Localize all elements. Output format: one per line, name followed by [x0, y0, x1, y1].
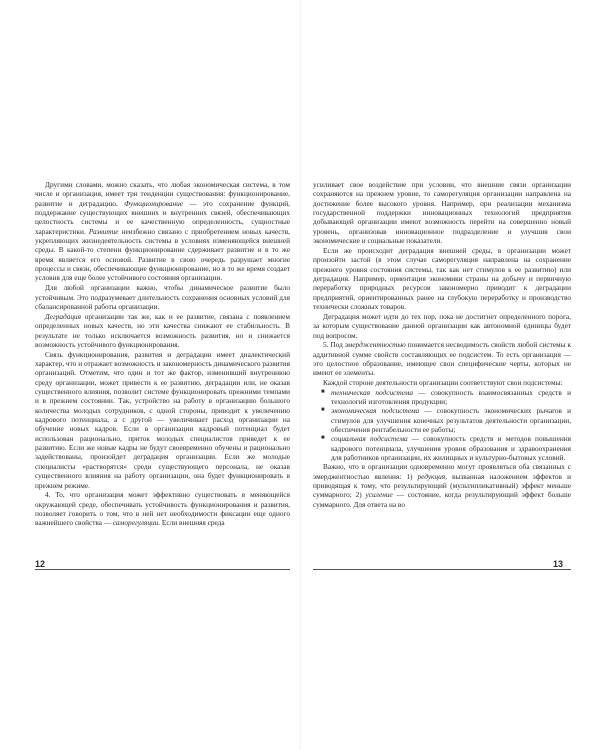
list-item: [313, 388, 571, 407]
paragraph: [313, 340, 571, 377]
text-run: неизбежно связано с приобретением новых качеств, укрепляющих жизнедеятельность системы в условиях изменяющейся внешней среды. В какой-то степени функционирование сдерживает развитие и в то же время является его основой. Развитие в свою очередь разрушает многие процессы и связи, обеспечивающие функционирование, но в то же время создает условия для еще более устойчивого состояния организации.: [35, 226, 290, 283]
text-run: Деградация может идти до тех пор, пока не достигнет определенного порога, за которым существование данной организации как автономной единицы будет под вопросом.: [313, 311, 571, 340]
paragraph: [313, 180, 571, 245]
italic-term: техническая подсистема: [331, 387, 413, 397]
right-page-body: [313, 180, 571, 509]
paragraph: [35, 312, 290, 349]
text-run: 5. Под: [323, 340, 345, 350]
text-run: — совокупность экономических рычагов и стимулов для улучшения конечных результатов деятельности организации, обеспечения рентабельности ее работы;: [331, 406, 571, 434]
text-run: организации так же, как и ее развитие, связана с появлением определенных новых качеств, но эти качества снижают ее стабильность. В результате не только исключается возможность развития, но и снижается возможность устойчивого функционирования.: [35, 311, 290, 349]
text-run: — состояние, когда результирующий эффект больше суммарного. Для ответа на во: [313, 490, 571, 509]
left-page-body: [35, 180, 290, 528]
paragraph: [35, 350, 290, 490]
list-item: [313, 406, 571, 434]
italic-term: эмерджентностью: [344, 340, 406, 350]
text-run: . Если внешняя среда: [158, 518, 225, 528]
italic-term: саморегуляции: [112, 518, 159, 528]
text-run: Для любой организации важно, чтобы динамическое развитие было устойчивым. Это подразумевает длительность сохранения основных условий для сбалансированной работы организации.: [35, 283, 290, 311]
book-gutter: [299, 0, 302, 750]
paragraph: [35, 490, 290, 527]
right-footer-rule: [313, 569, 571, 570]
paragraph: [313, 246, 571, 311]
italic-term: экономическая подсистема: [331, 406, 420, 416]
left-page-number: 12: [35, 559, 46, 569]
text-run: понимается несводимость свойств любой системы к аддитивной сумме свойств составляющих ее подсистем. То есть организация — это целостное образование, имеющее свои специфические черты, которых не имеют ее элементы.: [313, 340, 571, 378]
italic-term: Развитие: [88, 226, 119, 236]
square-bullet-icon: ■: [321, 435, 325, 442]
text-run: Связь функционирования, развития и деградации имеет диалектический характер, что и отражает возможность и закономерность динамического развития организаций. Отметим, что один и тот же фактор, изменивший внутреннюю среду организации, может привести к ее развитию, деградации или, не оказав существенного влияния, позволит системе функционировать прежними темпами и в прежнем состоянии. Так, устройство на работу в организацию большого количества молодых сотрудников, с одной стороны, приводит к увеличению кадрового потенциала, а с другой — увеличивает расход организации на обучение новых кадров. Если в организации кадровый потенциал будет использован рационально, приток молодых специалистов приведет к ее развитию. Если же новые кадры не будут своевременно обучены и рационально задействованы, произойдет деградация организации. Если же молодые специалисты «растворятся» среди существующего персонала, не оказав существенного влияния на работу организации, она будет функционировать в прежнем режиме.: [35, 349, 290, 490]
italic-term: редукция: [417, 471, 446, 481]
text-run: Другими словами, можно сказать, что любая экономическая система, в том числе и организация, имеет три тенденции существования: функционирование, развитие и деградацию.: [35, 180, 290, 208]
text-run: Каждой стороне деятельности организации соответствуют свои подсистемы:: [323, 378, 563, 388]
left-footer-rule: [35, 569, 290, 570]
square-bullet-icon: ■: [321, 407, 325, 414]
text-run: — совокупность взаимосвязанных средств и технологий изготовления продукции;: [331, 387, 572, 406]
text-run: , вызванная наложением эффектов и приводящая к тому, что результирующий (мультипликативный) эффект меньше суммарного; 2): [313, 471, 571, 500]
paragraph: [313, 462, 571, 509]
paragraph: [313, 312, 571, 340]
text-run: — совокупность средств и методов повышения кадрового потенциала, улучшения уровня образования и здравоохранения для работников организации, их жилищных и культурно-бытовых условий.: [331, 434, 571, 462]
italic-term: Функционирование: [124, 198, 184, 208]
paragraph: [35, 180, 290, 283]
text-run: Важно, что в организации одновременно могут проявляться оба связанных с эмерджентностью явления: 1): [313, 462, 571, 481]
right-page-number: 13: [553, 559, 564, 569]
text-run: — это сохранение функций, поддержание существующих внешних и внутренних связей, обеспечивающих целостность системы и ее качественную определенность, сущностные характеристики.: [35, 198, 290, 236]
text-run: усиливает свое воздействие при условии, что внешние связи организации сохраняются на прежнем уровне, то саморегуляция организации направлена на достижение более высокого уровня. Например, при реализации механизма государственной поддержки инновационных технологий предприятия добывающей организации имеют возможность перейти на совершенно новый уровень, организовав инновационное подразделение и улучшив свои экономические и социальные показатели.: [313, 180, 571, 246]
italic-term: усиление: [365, 490, 393, 500]
text-run: Если же происходит деградация внешней среды, в организации может произойти застой (в этом случае саморегуляция направлена на сохранение прежнего уровня состояния системы, так как нет стимулов к ее развитию) или деградация. Например, ориентация экономики страны на добычу и первичную переработку природных ресурсов закономерно приводит к деградации предприятий, ориентированных ранее на глубокую переработку и производство технически сложных товаров.: [313, 245, 571, 311]
subsystem-list: [313, 388, 571, 463]
paragraph: [35, 283, 290, 311]
italic-term: Деградация: [45, 311, 82, 321]
square-bullet-icon: ■: [321, 388, 325, 395]
text-run: 4. То, что организация может эффективно существовать в меняющейся окружающей среде, обеспечивать устойчивость функционирования и развития, позволяет говорить о том, что в ней нет необходимости фиксации еще одного важнейшего свойства —: [35, 490, 290, 528]
list-item: [313, 434, 571, 462]
italic-term: социальная подсистема: [331, 434, 408, 444]
paragraph: [313, 378, 571, 387]
